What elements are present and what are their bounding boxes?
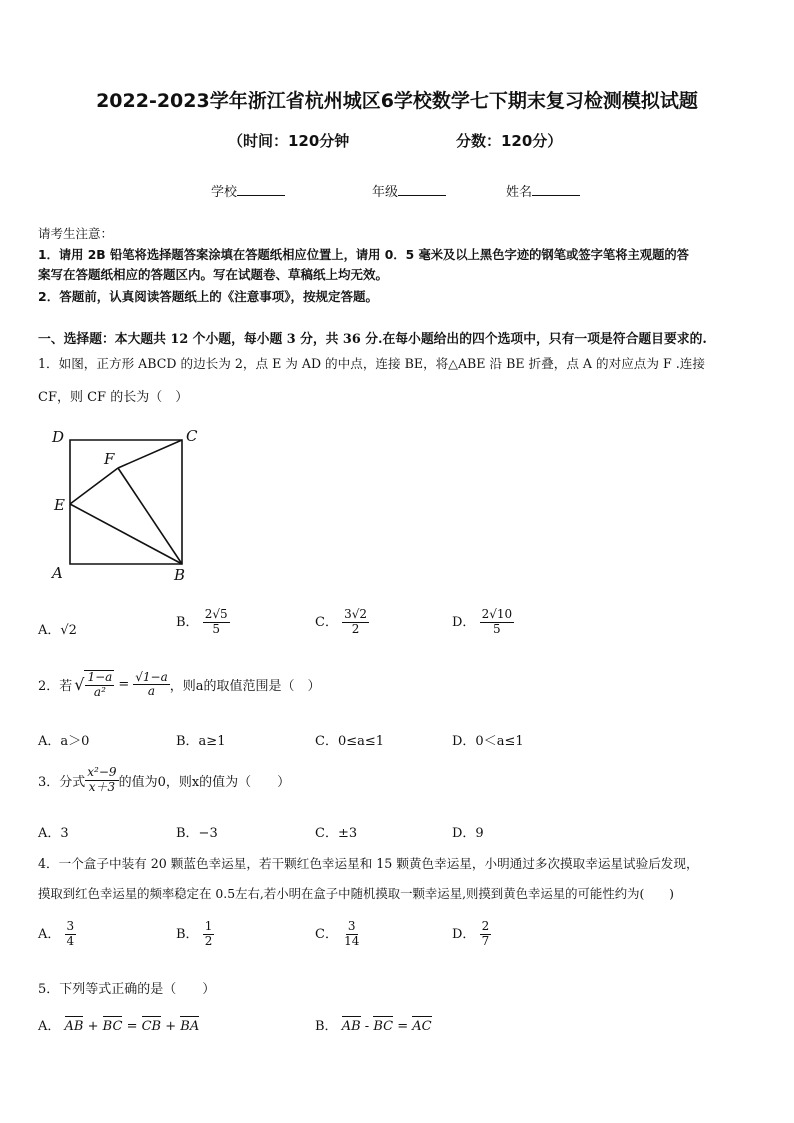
- name-label: 姓名: [506, 185, 533, 200]
- q4-option-c[interactable]: C． $\frac{3}{14}$: [315, 919, 360, 948]
- q4-option-b[interactable]: B． $\frac{1}{2}$: [176, 919, 213, 948]
- school-blank: [237, 183, 285, 196]
- label-f: F: [104, 450, 115, 468]
- vector-ac: AC: [412, 1019, 432, 1034]
- q4-stem-line2: 摸取到红色幸运星的频率稳定在 0.5左右,若小明在盒子中随机摸取一颗幸运星,则摸到黄色幸运星的可能性约为( ): [38, 886, 674, 901]
- q1-figure: [46, 424, 216, 586]
- q2-option-c[interactable]: C．0≤a≤1: [315, 734, 385, 749]
- vector-bc: BC: [373, 1019, 394, 1034]
- vector-bc: BC: [102, 1019, 123, 1034]
- page-title: 2022-2023学年浙江省杭州城区6学校数学七下期末复习检测模拟试题: [96, 90, 698, 112]
- vector-ab: AB: [64, 1019, 84, 1034]
- q3-option-a[interactable]: A．3: [38, 826, 69, 841]
- q2-option-a[interactable]: A．a＞0: [38, 734, 90, 749]
- q4-option-d[interactable]: D． $\frac{2}{7}$: [452, 919, 490, 948]
- q1-a-value: √2: [60, 623, 77, 638]
- q3-fraction: $\frac{\text{x²−9}}{x+3}$: [87, 765, 117, 794]
- q3-option-b[interactable]: B．−3: [176, 826, 218, 841]
- q2-lhs: $\frac{1-a}{\text{a²}}$: [84, 670, 114, 700]
- q5-option-b[interactable]: B． AB - BC = AC: [315, 1019, 432, 1034]
- score-info: 分数：120分）: [456, 132, 563, 150]
- notice-heading: 请考生注意：: [38, 226, 114, 241]
- label-e: E: [54, 496, 65, 514]
- label-c: C: [186, 427, 198, 445]
- vector-ab: AB: [341, 1019, 361, 1034]
- segment-fb: [118, 468, 182, 564]
- notice-item2: 2．答题前，认真阅读答题纸上的《注意事项》，按规定答题。: [38, 289, 378, 304]
- vector-ba: BA: [180, 1019, 200, 1034]
- q4-option-a[interactable]: A． $\frac{3}{4}$: [38, 919, 75, 948]
- q5-option-a[interactable]: A． AB + BC = CB + BA: [38, 1019, 200, 1034]
- q1-option-a[interactable]: A．√2: [38, 623, 77, 638]
- school-label: 学校: [211, 185, 238, 200]
- q4-stem-line1: 4．一个盒子中装有 20 颗蓝色幸运星，若干颗红色幸运星和 15 颗黄色幸运星，小明通过多次摸取幸运星试验后发现，: [38, 856, 699, 871]
- name-field: [506, 181, 580, 200]
- notice-item1-line1: 1．请用 2B 铅笔将选择题答案涂填在答题纸相应位置上，请用 0．5 毫米及以上黑色字迹的钢笔或签字笔将主观题的答: [38, 248, 689, 262]
- q3-option-d[interactable]: D．9: [452, 826, 484, 841]
- time-info: （时间：120分钟: [228, 132, 350, 150]
- segment-fe: [70, 468, 118, 504]
- segment-cf: [118, 440, 182, 468]
- square-abcd: [70, 440, 182, 564]
- label-b: B: [174, 566, 186, 584]
- q5-stem: 5．下列等式正确的是（ ）: [38, 982, 216, 997]
- notice-item1-line2: 案写在答题纸相应的答题区内。写在试题卷、草稿纸上均无效。: [38, 267, 389, 282]
- q1-stem-line1: 1．如图，正方形 ABCD 的边长为 2，点 E 为 AD 的中点，连接 BE，将△ABE 沿 BE 折叠，点 A 的对应点为 F .连接: [38, 356, 705, 371]
- q2-rhs: $\frac{√1-a}{a}$: [135, 669, 168, 699]
- section-heading: 一、选择题：本大题共 12 个小题，每小题 3 分，共 36 分.在每小题给出的四个选项中，只有一项是符合题目要求的.: [38, 332, 707, 347]
- grade-blank: [398, 183, 446, 196]
- grade-label: 年级: [372, 185, 399, 200]
- q1-option-d[interactable]: D． $\frac{2√10}{5}$: [452, 607, 513, 636]
- label-a: A: [52, 564, 63, 582]
- segment-eb: [70, 504, 182, 564]
- label-d: D: [52, 428, 65, 446]
- q1-stem-line2: CF，则 CF 的长为（ ）: [38, 390, 189, 405]
- q2-option-d[interactable]: D．0＜a≤1: [452, 734, 524, 749]
- q3-stem: 3．分式 $\frac{\text{x²−9}}{x+3}$ 的值为0，则x的值为（ ）: [38, 765, 291, 794]
- q2-option-b[interactable]: B．a≥1: [176, 734, 226, 749]
- school-field: [211, 181, 285, 200]
- q3-option-c[interactable]: C．±3: [315, 826, 358, 841]
- grade-field: [372, 181, 446, 200]
- q1-option-c[interactable]: C． $\frac{3√2}{2}$: [315, 607, 368, 636]
- q1-option-b[interactable]: B． $\frac{2√5}{5}$: [176, 607, 228, 636]
- vector-cb: CB: [141, 1019, 162, 1034]
- name-blank: [532, 183, 580, 196]
- q2-stem: 2．若 √ $\frac{1-a}{\text{a²}}$ = $\frac{√1-a}{a}$ ，则a的取值范围是（ ）: [38, 669, 321, 699]
